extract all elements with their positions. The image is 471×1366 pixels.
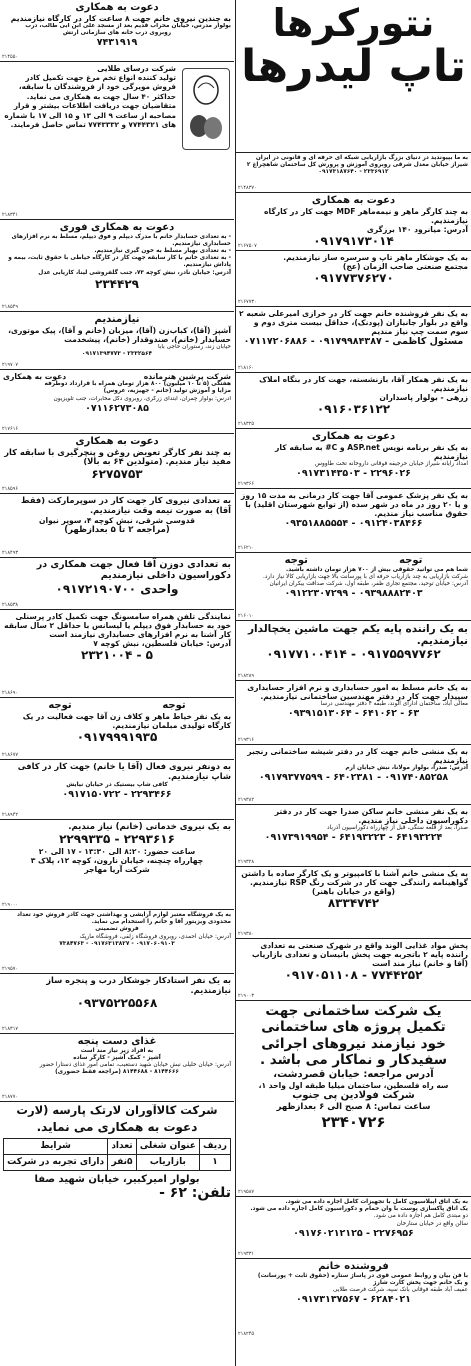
ad-real-estate: به یک نفر همکار آقا، بازنشسته، جهت کار در بنگاه املاک نیازمندیم. زرهی - بولوار پاسداران ۰۹۱۶۰۳۶۱۲۲ ۲۱۸۳۲۵: [236, 373, 471, 429]
ad-supermarket: به تعدادی نیروی کار جهت کار در سوپرمارکت (فقط آقا) به صورت نیمه وقت نیازمندیم. قدوسی شرقی، نبش کوچه ۴، سوپر نیوان (مراجعه ۲ تا ۵ بعدازظهر) ۲۱۸۴۹۳: [0, 494, 234, 558]
ad-marketers: توجه توجه شما هم می توانید حقوقی بیش از ۷۰۰ هزار تومان داشته باشید. شرکت بازاریابی به چند بازاریاب حرفه ای با پورسانت بالا جهت بازاریابی کالا نیاز دارد. آدرس: خیابان توحید، مجتمع تجاری ظفر، طبقه اول، شرکت صداقت بیکران ایرانیان ۰۹۱۲۲۳۰۷۲۹۹ - ۰۹۳۹۸۸۸۲۴۰۳ ۲۱۶۰۱۰: [236, 553, 471, 621]
ad-refrigerated-truck-driver: به یک راننده پایه یکم جهت ماشین یخچالدار نیازمندیم. ۰۹۱۷۷۱۰۰۴۱۴ - ۰۹۱۷۵۵۹۷۷۶۲ ۲۱۸۲۸۹: [236, 621, 471, 681]
ad-coffee-shop: به دونفر نیروی فعال (آقا یا خانم) جهت کار در کافی شاپ نیازمندیم. کافی شاپ بیستیک در خیابان نیایش ۰۹۱۷۱۵۰۷۲۲ - ۲۲۹۳۴۶۶ ۲۱۸۹۴۲: [0, 760, 234, 820]
ad-laretak-parseh: شرکت کالاآوران لارتک پارسه (لارت دعوت به همکاری می نماید. ردیف عنوان شغلی تعداد شرایط ۱ بازاریاب ۵نفر دارای تجربه در شرکت بولوار امیرکبیر، خیابان شهید صفا تلفن: ۶۲ -: [0, 1102, 234, 1266]
ad-beauty-room-rent: به یک اتاق اپیلاسیون کامل با تجهیزات کامل اجاره داده می شود. یک اتاق پاکسازی پوست با وان حمام و دکوراسیون کامل اجاره داده می شود. دو مبتدی کامل هم اجاره داده می شود. سالن واقع در خیابان ستارخان ۰۹۱۷۶۰۲۱۲۱۲۵ - ۲۲۷۶۹۵۶ ۲۱۹۳۳۱: [236, 1197, 471, 1259]
ad-secretary-sadra: به یک نفر منشی خانم ساکن صدرا جهت کار در دفتر دکوراسیون داخلی نیاز مندیم. صدرا، بعد از قلعه سنگی، قبل از چهارراه دکوراسیون آذرباد ۰۹۱۷۳۹۱۹۹۵۴ - ۶۴۱۹۳۲۲۳ - ۶۴۱۹۳۲۲۴ ۲۱۹۳۲۸: [236, 805, 471, 867]
ad-workshop-women: دعوت به همکاری به چندین نیروی خانم جهت ۸ ساعت کار در کارگاه نیازمندیم بولوار مدرس، خیابان محراب قدیم بعد از مسجد علی ابن ابی طالب، درب روبروی درب خانه های سازمانی ارتش ۷۴۳۱۹۱۹ ۲۱۴۵۵۰: [0, 0, 234, 62]
ad-dorsa-talaei: شرکت درسای طلایی تولید کننده انواع تخم مرغ جهت تکمیل کادر فروش مویرگی خود از فروشندگان با سابقه، حداکثر ۴۰ سال جهت به همکاری می نماید. متقاضیان جهت دریافت اطلاعات بیشتر و قرار مصاحبه از ساعت ۹ الی ۱۳ و ۱۵ الی ۱۷ با شماره های ۷۷۴۴۳۲۱ و ۷۷۴۳۳۳۲ تماس حاصل فرمایند. ۲۱۸۳۴۱: [0, 62, 234, 220]
ad-furniture-tailor: توجه توجه به یک نفر خیاط ماهر و کلاف زن آقا جهت فعالیت در یک کارگاه تولیدی مبلمان نیازمندیم. ۰۹۱۷۹۹۹۱۹۳۵ ۲۱۸۶۷۷: [0, 698, 234, 760]
ad-accountant-sepidar: به یک خانم مسلط به امور حسابداری و نرم افزار حسابداری سپیدار جهت کار در دفتر مهندسین ساختمانی نیازمندیم. معالی آباد، ساختمان ادارای الوند، طبقه ۴ دفتر مهندسی درسا ۰۹۳۹۱۵۱۳۰۶۴ - ۶۴۱۰۶۲ - ۶۳ ۲۱۹۳۱۶: [236, 681, 471, 745]
banner-ad-info: به ما بپیوندید در دنیای بزرگ بازاریابی شبکه ای حرفه ای و قانونی در ایران شیراز خیابان معدل شرقی روبروی آموزش و پرورش کل ساختمان شاهچراغ ۲ ۰۹۱۷۳۱۸۷۶۴۰ - ۲۳۳۶۹۱۲ ۲۱۴۸۳۷۰: [236, 152, 471, 193]
ad-saleswoman-setare: فروشنده خانم با فن بیان و روابط عمومی قوی در پاساژ ستاره (حقوق ثابت + پورسانت) و یک خانم جهت پخش کارت شارژ عفیف آباد طبقه فوقانی بانک سپه، شرکت فرصت طلایی ۰۹۱۷۳۱۳۷۵۶۷ - ۶۲۸۴۰۲۱ ۲۱۸۲۴۵: [238, 1261, 468, 1337]
ad-construction-company: یک شرکت ساختمانی جهت تکمیل پروژه های ساختمانی خود نیازمند نیروهای اجرائی سفیدکار و نماکار می باشد . آدرس مراجعه: خیابان قصردشت، سه راه فلسطین، ساختمان میلیا طبقه اول واحد ۱، شرکت فولادین پی جنوب ساعت تماس: ۸ صبح الی ۶ بعدازظهر ۲۳۴۰۷۲۶ ۲۱۹۵۸۷: [236, 1001, 471, 1197]
ad-dast-panjeh-food: غذای دست پنجه به افراد زیر نیاز مند است آشپز - کمک آشپز - کارگر ساده آدرس: خیابان خلیلی نبش خیابان شهید دستغیب، تمامی امور غذای دستارا حضور ۸۱۴۴۶۶۶ - ۸۱۴۴۶۸۸ (مراجعه فقط حضوری) ۲۱۸۷۷۰: [0, 1034, 234, 1102]
ad-alvand-food: پخش مواد غذایی الوند واقع در شهرک صنعتی به تعدادی راننده پایه ۲ باتجربه جهت پخش بانیسان و تعدادی بازاریاب (آقا و خانم) نیاز مند است ۰۹۱۷۰۵۱۱۰۸ - ۷۷۴۴۲۵۲ ۲۱۹۰۰۳: [236, 939, 471, 1001]
ad-decoration: به تعدادی دوزن آقا فعال جهت همکاری در دکوراسیون داخلی نیازمندیم ۰۹۱۷۲۱۹۰۷۰۰ واحدی ۲۱۸۵۳۸: [0, 558, 234, 610]
job-table: [3, 1138, 231, 1171]
banner-headline-1: نتورکرها: [272, 1, 435, 45]
ad-rsp-paint: به یک منشی خانم آشنا با کامپیوتر و یک کارگر ساده با داشتن گواهینامه رانندگی جهت کار در شرکت رنگ RSP نیازمندیم. (واقع در خیابان باهنر) ۸۳۳۴۷۴۲ ۲۱۹۳۸۰: [236, 867, 471, 939]
left-column: [0, 0, 234, 1366]
ad-oil-change: دعوت به همکاری به چند نفر کارگر تعویض روغن و پنچرگیری با سابقه کار مفید نیاز مندیم. (متولدین ۶۴ به بالا) ۶۲۷۵۷۵۳ ۲۱۸۵۹۶: [0, 434, 234, 494]
ad-programmer: دعوت به همکاری به یک نفر برنامه نویس ASP.net و C# به سابقه کار نیازمندیم امداد رایانه شیراز خیابان حرجیفه فوقانی داروخانه تخت طاووس ۰۹۱۷۳۱۴۳۵۰۳ - ۲۲۹۶۰۲۶ ۲۱۹۳۶۶: [236, 429, 471, 489]
ad-welder-doors: به یک نفر استادکار جوشکار درب و پنجره ساز نیازمندیم. ۰۹۳۷۵۲۲۵۵۶۸ ۲۱۸۳۱۷: [0, 974, 234, 1034]
table-row: ۱ بازاریاب ۵نفر دارای تجربه در شرکت: [4, 1154, 231, 1170]
dorsa-logo-icon: [182, 68, 230, 150]
table-header-row: ردیف عنوان شغلی تعداد شرایط: [4, 1139, 231, 1155]
ad-urgent-hiring: دعوت به همکاری فوری - به تعدادی حسابدار خانم با مدرک دیپلم و فوق دیپلم، مسلط به نرم افزارهای حسابداری نیازمندیم. - به تعدادی بهیار مسلط به خون گیری نیازمندیم. - به تعدادی خانم با کار سابقه جهت کار در کارگاه خیاطی با حقوق ثابت، بیمه و پاداش نیازمندیم. آدرس: خیابان نادر، نبش کوچه ۷۳، جنب گلفروشی لینا، کاریابی عدل ۲۳۴۴۲۹ ۲۱۸۵۴۹: [0, 220, 234, 312]
ad-persian-honarmandeh: شرکت پرشین هنرمانده دعوت به همکاری هفتگی (۵ تا ۱۰ میلیون) ۸۰۰ هزار تومان همراه با قرارداد دوطرفه مزایا و آموزش تولید (خانم - جهیزیه، عروس) آدرس: بولوار چمران، ابتدای زرگری، روبروی دکل مخابرات، جنب تلویزیون ۰۷۱۱۶۲۷۳۰۸۵ ۲۱۷۶۱۶: [0, 370, 234, 434]
ad-restaurant: نیازمندیم آشپز (آقا)، کباب‌زن (آقا)، میزبان (خانم و آقا)، پیک موتوری، حسابدار (خانم)، صندوقدار (خانم)، پیشخدمت خیابان زند، رستوران حاجی بابا ۰۹۱۷۱۳۹۴۷۷۳ - ۲۳۳۲۵۶۴ ۲۱۹۷۰۷: [0, 312, 234, 370]
right-column: [235, 0, 471, 1366]
ad-doctor: به یک نفر پزشک عمومی آقا جهت کار درمانی به مدت ۱۵ روز و یا ۲۰ روز در ماه در شهر سده (از توابع شهرستان اقلید) با حقوق مناسب نیاز مندیم. ۰۹۳۵۱۸۸۵۵۵۴ - ۰۹۱۲۴۰۳۸۴۶۶ ۲۱۶۲۱۰: [236, 489, 471, 553]
ad-cosmetics-store: به یک فروشگاه معتبر لوازم آرایشی و بهداشتی جهت کادر فروش خود تعداد محدودی ویزیتور آقا و خانم را استخدام می نماید. فروش تضمینی آدرس: خیابان احمدی، روبروی فروشگاه زلفی، فروشگاه مارپک ۷۳۸۴۷۶۳ - ۰۹۱۷۶۳۱۳۸۲۷ - ۰۹۱۷۰۶۰۹۱۰۳ ۲۱۹۵۷۰: [0, 910, 234, 974]
ad-secretary-glass: به یک منشی خانم جهت کار در دفتر شیشه ساختمانی رنجبر نیازمندیم آدرس: صدرا، بولوار مولانا، نبش خیابان ارم ۰۹۱۷۹۳۷۷۵۹۹ - ۶۴۰۲۳۸۱ - ۰۹۱۷۴۰۸۵۲۵۸ ۲۱۹۳۸۲: [236, 745, 471, 805]
ad-welder: به یک جوشکار ماهر تاپ و سرسره ساز نیازمندیم. مجتمع صنعتی صاحب الزمان (عج) ۰۹۱۷۷۳۷۶۲۷۰ ۲۱۶۷۷۳۰: [236, 251, 471, 307]
network-marketing-banner: [236, 0, 471, 152]
ad-samsung-accountant: نمایندگی تلفن همراه سامسونگ جهت تکمیل کادر پرسنلی خود به حسابدار فوق دیپلم یا لیسانس با حداقل ۲ سال سابقه کار آشنا به نرم افزارهای حسابداری نیازمند است آدرس: خیابان فلسطین، نبش کوچه ۷ ۲۳۲۱۰۰۴ - ۵ ۲۱۸۶۹۰: [0, 610, 234, 698]
ad-service-staff: به یک نیروی خدماتی (خانم) نیاز مندیم. ۲۲۹۹۳۳۵ - ۲۲۹۳۶۱۶ ساعت حضور: ۸:۲۰ الی ۱۳:۳۰ - ۱۷ الی ۲۰ چهارراه چنچنه، خیابان نارون، کوچه ۱۲، پلاک ۳ شرکت آریا مهاجر ۲۱۹۰۰۰: [0, 820, 234, 910]
ad-saleswoman: به یک نفر فروشنده خانم جهت کار در خرازی امیرعلی شعبه ۲ واقع در بلوار جانبازان (پودنک)، حداقل بیست متری دوم و سوم سمت چپ نیاز مندیم ۰۷۱۱۷۲۰۶۸۸۶ - ۰۹۱۷۹۹۸۴۳۸۷ - مسئول کاظمی ۲۱۸۱۶۰: [236, 307, 471, 373]
ad-mdf-workers: دعوت به همکاری به چند کارگر ماهر و نیمه‌ماهر MDF جهت کار در کارگاه نیازمندیم. آدرس: میانرود ۱۴۰ برزگری ۰۹۱۷۹۱۷۳۰۱۴ ۲۱۶۷۵۰۷: [236, 193, 471, 251]
banner-headline-2: تاپ لیدرها: [241, 40, 466, 92]
